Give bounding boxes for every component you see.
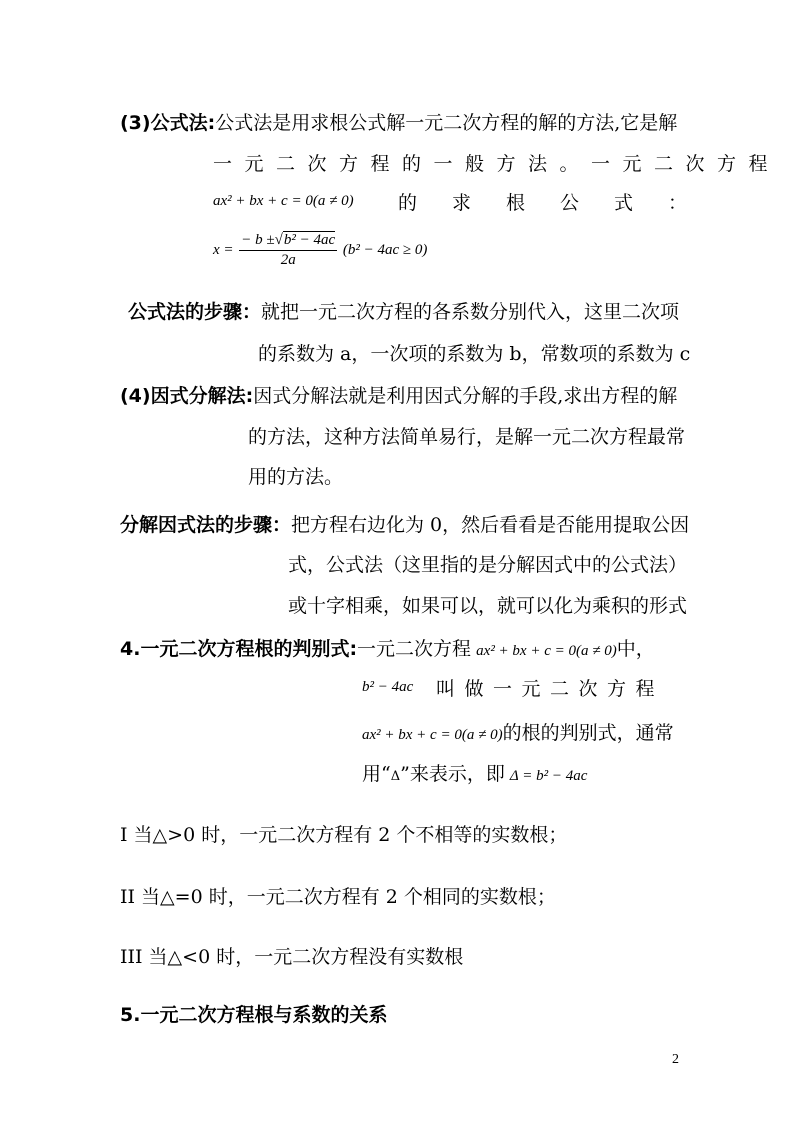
- steps-factor-block: [120, 510, 689, 537]
- steps-formula-line2: 的系数为 a，一次项的系数为 b，常数项的系数为 c: [258, 343, 691, 365]
- formula-sqrt: b² − 4ac: [283, 232, 336, 248]
- method3-line1: 公式法是用求根公式解一元二次方程的解的方法,它是解: [215, 112, 678, 134]
- method4-line1: 因式分解法就是利用因式分解的手段,求出方程的解: [253, 385, 678, 407]
- formula-num-a: − b ±: [241, 232, 275, 248]
- method3-block: [120, 108, 677, 135]
- case-zero: II 当△=0 时，一元二次方程有 2 个相同的实数根；: [120, 886, 556, 908]
- section4-line4-a: 用“: [362, 763, 391, 785]
- method3-line2-text: 一元二次方程的一般方法。一元二次方程: [213, 153, 781, 175]
- formula-denominator: 2a: [280, 252, 296, 268]
- steps-formula-line1: 就把一元二次方程的各系数分别代入，这里二次项: [261, 301, 680, 323]
- method3-line3-tail: 的求根公式：: [398, 192, 723, 214]
- steps-factor-line2: 式，公式法（这里指的是分解因式中的公式法）: [288, 554, 688, 576]
- method4-line2: 的方法，这种方法简单易行，是解一元二次方程最常: [248, 426, 686, 448]
- method3-line2: [213, 149, 781, 176]
- case-negative: III 当△<0 时，一元二次方程没有实数根: [120, 946, 464, 968]
- method4-heading: (4)因式分解法:: [120, 385, 254, 407]
- steps-formula-block: [128, 297, 679, 324]
- section4-line2: [362, 676, 680, 700]
- method3-line3: [213, 190, 723, 214]
- delta-symbol: Δ: [390, 769, 401, 784]
- formula-lhs: x =: [213, 241, 234, 258]
- method3-heading: (3)公式法:: [120, 112, 216, 134]
- section4-equation-2: ax² + bx + c = 0(a ≠ 0): [362, 727, 503, 743]
- discriminant-expr: b² − 4ac: [362, 679, 414, 695]
- section4-line4-b: ”来表示，即: [400, 763, 505, 785]
- method4-line3: 用的方法。: [248, 466, 344, 488]
- page-number: 2: [672, 1052, 679, 1067]
- root-formula: [213, 232, 427, 269]
- steps-formula-heading: 公式法的步骤：: [128, 301, 262, 323]
- method4-block: [120, 381, 677, 408]
- formula-numerator: − b ±√b² − 4ac: [239, 232, 337, 251]
- general-equation: ax² + bx + c = 0(a ≠ 0): [213, 193, 354, 209]
- section4-line3-tail: 的根的判别式，通常: [502, 722, 674, 744]
- section4-line4: [362, 759, 587, 786]
- section5-heading: 5.一元二次方程根与系数的关系: [120, 1004, 388, 1026]
- section4-line1-a: 一元二次方程: [357, 638, 472, 660]
- delta-definition: Δ = b² − 4ac: [509, 768, 588, 784]
- section4-line1-b: 中，: [616, 638, 655, 660]
- case-positive: I 当△>0 时，一元二次方程有 2 个不相等的实数根；: [120, 824, 568, 846]
- formula-fraction: [239, 232, 337, 269]
- section4-heading: 4.一元二次方程根的判别式:: [120, 638, 358, 660]
- section4-line3: [362, 718, 674, 745]
- steps-factor-heading: 分解因式法的步骤：: [120, 514, 292, 536]
- section4-line1: [120, 634, 655, 661]
- section4-line2-tail: 叫做一元二次方程: [436, 678, 665, 700]
- section4-equation: ax² + bx + c = 0(a ≠ 0): [476, 643, 617, 659]
- steps-factor-line1: 把方程右边化为 0，然后看看是否能用提取公因: [291, 514, 690, 536]
- formula-condition: (b² − 4ac ≥ 0): [342, 241, 428, 258]
- steps-factor-line3: 或十字相乘，如果可以，就可以化为乘积的形式: [288, 595, 688, 617]
